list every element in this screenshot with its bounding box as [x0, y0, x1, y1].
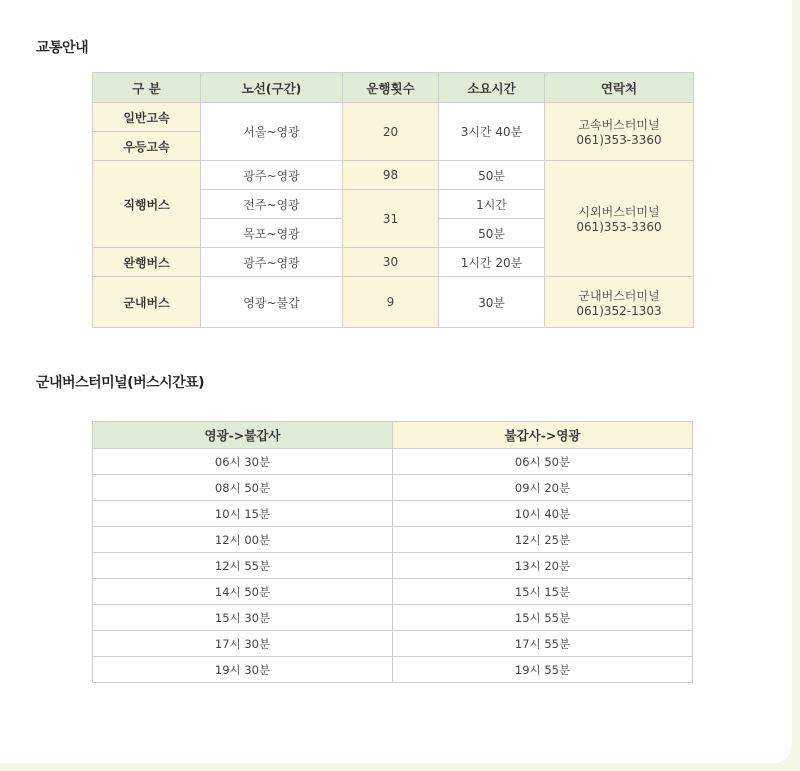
outbound-time: 19시 30분 — [93, 657, 393, 683]
bus-timetable — [92, 421, 693, 683]
outbound-time: 12시 00분 — [93, 527, 393, 553]
contact-cell — [545, 103, 694, 161]
time-cell: 3시간 40분 — [439, 103, 545, 161]
count-cell: 9 — [343, 277, 439, 328]
transport-table — [92, 72, 694, 328]
time-cell: 1시간 — [439, 190, 545, 219]
inbound-time: 13시 20분 — [393, 553, 693, 579]
time-cell: 30분 — [439, 277, 545, 328]
route-cell: 광주~영광 — [201, 248, 343, 277]
header-contact: 연락처 — [545, 73, 694, 103]
inbound-time: 12시 25분 — [393, 527, 693, 553]
header-category: 구 분 — [93, 73, 201, 103]
table-row — [93, 475, 693, 501]
outbound-time: 14시 50분 — [93, 579, 393, 605]
count-cell: 20 — [343, 103, 439, 161]
inbound-time: 09시 20분 — [393, 475, 693, 501]
route-cell: 서울~영광 — [201, 103, 343, 161]
category-cell: 직행버스 — [93, 161, 201, 248]
table-row — [93, 449, 693, 475]
table-row — [93, 657, 693, 683]
contact-phone: 061)352-1303 — [576, 303, 662, 318]
section-title-transport: 교통안내 — [36, 40, 89, 56]
table-row — [93, 631, 693, 657]
time-cell: 1시간 20분 — [439, 248, 545, 277]
contact-phone: 061)353-3360 — [576, 133, 662, 147]
category-cell: 완행버스 — [93, 248, 201, 277]
contact-name: 시외버스터미널 — [578, 205, 660, 219]
outbound-time: 15시 30분 — [93, 605, 393, 631]
count-cell: 31 — [343, 190, 439, 248]
header-time: 소요시간 — [439, 73, 545, 103]
route-cell: 광주~영광 — [201, 161, 343, 190]
outbound-time: 08시 50분 — [93, 475, 393, 501]
table-row — [93, 277, 694, 328]
contact-name: 고속버스터미널 — [578, 118, 660, 132]
inbound-time: 15시 55분 — [393, 605, 693, 631]
inbound-time: 06시 50분 — [393, 449, 693, 475]
category-cell: 군내버스 — [93, 277, 201, 328]
table-row — [93, 605, 693, 631]
inbound-time: 10시 40분 — [393, 501, 693, 527]
inbound-time: 19시 55분 — [393, 657, 693, 683]
header-count: 운행횟수 — [343, 73, 439, 103]
section-title-timetable: 군내버스터미널(버스시간표) — [36, 375, 205, 391]
table-row — [93, 579, 693, 605]
count-cell: 30 — [343, 248, 439, 277]
contact-cell — [545, 277, 694, 328]
time-cell: 50분 — [439, 161, 545, 190]
header-route: 노선(구간) — [201, 73, 343, 103]
table-row — [93, 501, 693, 527]
category-cell: 우등고속 — [93, 132, 201, 161]
table-header-row — [93, 73, 694, 103]
outbound-time: 17시 30분 — [93, 631, 393, 657]
table-row — [93, 553, 693, 579]
table-header-row — [93, 422, 693, 449]
table-row — [93, 161, 694, 190]
header-inbound: 불갑사->영광 — [393, 422, 693, 449]
route-cell: 영광~불갑 — [201, 277, 343, 328]
route-cell: 목포~영광 — [201, 219, 343, 248]
inbound-time: 17시 55분 — [393, 631, 693, 657]
count-cell: 98 — [343, 161, 439, 190]
contact-phone: 061)353-3360 — [576, 220, 662, 234]
inbound-time: 15시 15분 — [393, 579, 693, 605]
time-cell: 50분 — [439, 219, 545, 248]
table-row — [93, 527, 693, 553]
outbound-time: 12시 55분 — [93, 553, 393, 579]
route-cell: 전주~영광 — [201, 190, 343, 219]
contact-cell — [545, 161, 694, 277]
contact-name: 군내버스터미널 — [578, 288, 660, 303]
table-row — [93, 103, 694, 132]
outbound-time: 10시 15분 — [93, 501, 393, 527]
outbound-time: 06시 30분 — [93, 449, 393, 475]
header-outbound: 영광->불갑사 — [93, 422, 393, 449]
category-cell: 일반고속 — [93, 103, 201, 132]
